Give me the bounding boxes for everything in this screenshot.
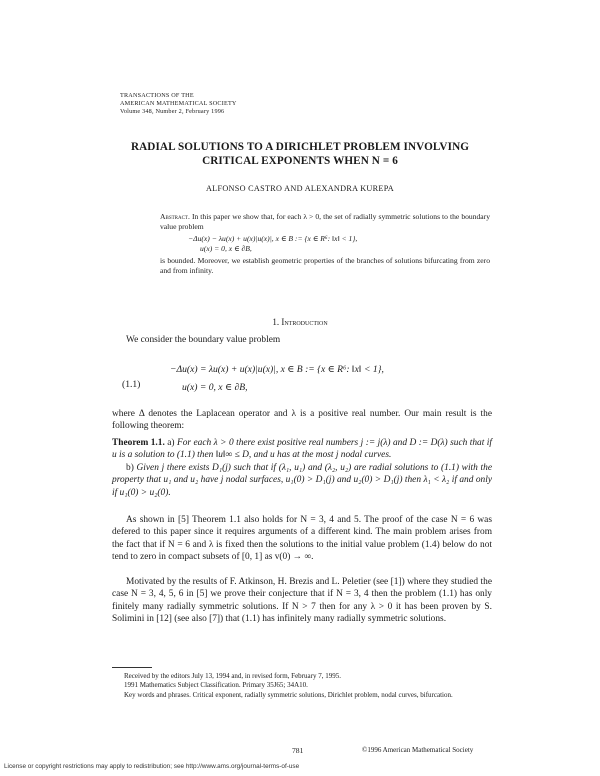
footnote-keywords: Key words and phrases. Critical exponent, radially symmetric solutions, Dirichlet problem, nodal curves, bifurcation. — [124, 690, 453, 699]
footnote-msc: 1991 Mathematics Subject Classification. Primary 35J65; 34A10. — [124, 681, 308, 690]
theorem-b-label: b) — [126, 462, 134, 473]
abstract-text-2: is bounded. Moreover, we establish geometric properties of the branches of solutions bifurcating from zero and from infinity. — [160, 255, 490, 276]
equation-1-1-line-1-text: −Δu(x) = λu(x) + u(x)|u(x)|, x ∈ B := {x ∈ R⁶: ‖x‖ < 1}, — [170, 364, 384, 375]
footnotes — [112, 672, 492, 700]
title-line-2: CRITICAL EXPONENTS WHEN N = 6 — [202, 155, 398, 167]
equation-1-1-line-2-text: u(x) = 0, x ∈ ∂B, — [182, 382, 248, 393]
title-line-1: RADIAL SOLUTIONS TO A DIRICHLET PROBLEM INVOLVING — [130, 141, 470, 153]
intro-paragraph-2: where Δ denotes the Laplacean operator and λ is a positive real number. Our main result is the following theorem: — [112, 409, 492, 432]
abstract — [160, 212, 490, 276]
abstract-label: Abstract. — [160, 212, 190, 221]
theorem-1-1 — [112, 437, 492, 499]
equation-1-1-line-2 — [182, 382, 247, 393]
theorem-a-label: a) — [167, 438, 175, 448]
footnote-received: Received by the editors July 13, 1994 and, in revised form, February 7, 1995. — [124, 672, 341, 680]
section-title: Introduction — [281, 317, 328, 327]
equation-1-1-line-1 — [170, 364, 384, 375]
paper-authors: ALFONSO CASTRO AND ALEXANDRA KUREPA — [205, 184, 395, 193]
abstract-text-1: In this paper we show that, for each λ > 0, the set of radially symmetric solutions to the boundary value problem — [160, 212, 490, 232]
license-notice: License or copyright restrictions may apply to redistribution; see http://www.ams.org/journal-terms-of-use — [4, 763, 300, 770]
copyright-notice: ©1996 American Mathematical Society — [362, 746, 474, 754]
footnote-rule — [112, 667, 152, 668]
abstract-equation-1: −Δu(x) − λu(x) + u(x)|u(x)|, x ∈ B := {x ∈ R⁶: ‖x‖ < 1}, — [188, 233, 358, 243]
intro-paragraph-1: We consider the boundary value problem — [126, 335, 281, 345]
journal-line-3: Volume 348, Number 2, February 1996 — [120, 108, 225, 115]
theorem-b-text: Given j there exists D₁(j) such that if (λ₁, u₁) and (λ₂, u₂) are radial solutions to (1.1) with the property that u₁ and u₂ have j nodal surfaces, u₁(0) > D₁(j) and u₂(0) > D₁(j) then λ₁ < λ₂ if and only if u₁(0) > u₂(0). — [112, 462, 492, 498]
theorem-a-text: For each λ > 0 there exist positive real numbers j := j(λ) and D := D(λ) such that if u is a solution to (1.1) then ‖u‖∞ ≤ D, and u has at the most j nodal curves. — [112, 438, 492, 461]
page-number: 781 — [292, 746, 304, 755]
equation-number: (1.1) — [122, 379, 141, 390]
paragraph-4: Motivated by the results of F. Atkinson, H. Brezis and L. Peletier (see [1]) where they studied the case N = 3, 4, 5, 6 in [5] we prove their conjecture that if N = 3, 4 then the problem (1.1) has only finitely many radially symmetric solutions. If N > 7 then for any λ > 0 it has been proven by S. Solimini in [12] (see also [7]) that (1.1) has infinitely many radially symmetric solutions. — [112, 577, 492, 625]
journal-line-2: AMERICAN MATHEMATICAL SOCIETY — [120, 100, 237, 107]
paragraph-3: As shown in [5] Theorem 1.1 also holds for N = 3, 4 and 5. The proof of the case N = 6 was defered to this paper since it requires arguments of a different kind. The main problem arises from the fact that if N = 6 and λ is fixed then the solutions to the initial value problem (1.4) below do not tend to zero in compact subsets of [0, 1] as v(0) → ∞. — [112, 515, 492, 563]
journal-line-1: TRANSACTIONS OF THE — [120, 92, 194, 99]
paper-title — [100, 140, 500, 168]
section-heading — [100, 317, 500, 327]
section-number: 1. — [272, 317, 280, 327]
abstract-equation-2: u(x) = 0, x ∈ ∂B, — [200, 244, 252, 254]
journal-header — [120, 92, 237, 116]
theorem-head: Theorem 1.1. — [112, 438, 165, 448]
